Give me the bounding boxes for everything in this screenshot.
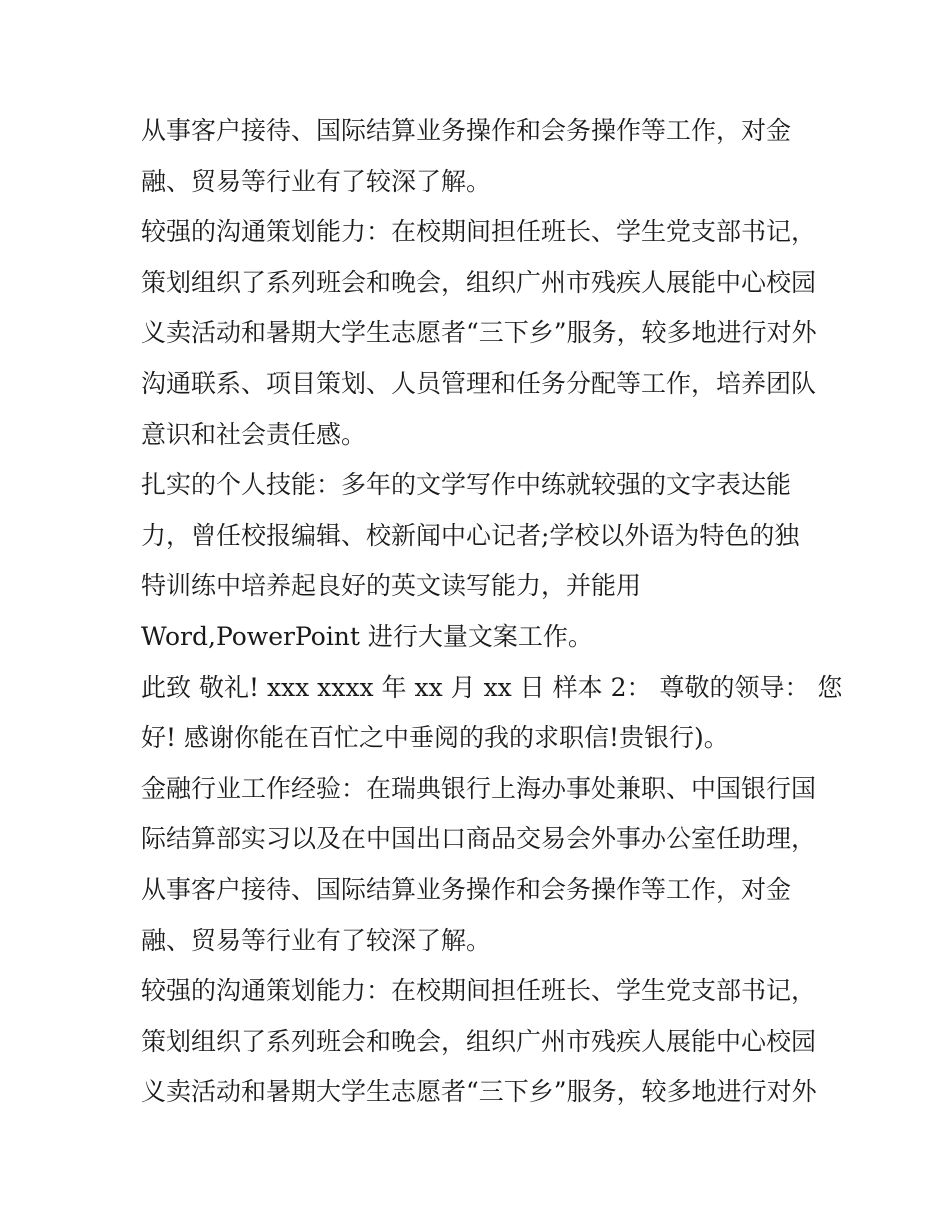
text-line: 策划组织了系列班会和晚会，组织广州市残疾人展能中心校园 [141,267,817,297]
text-line: 从事客户接待、国际结算业务操作和会务操作等工作，对金 [141,874,792,904]
text-line: 义卖活动和暑期大学生志愿者“三下乡”服务，较多地进行对外 [141,1077,817,1107]
text-line: 融、贸易等行业有了较深了解。 [141,166,492,196]
text-line: 力，曾任校报编辑、校新闻中心记者;学校以外语为特色的独 [141,520,800,550]
text-line: 从事客户接待、国际结算业务操作和会务操作等工作，对金 [141,116,792,145]
text-line: 特训练中培养起良好的英文读写能力，并能用 [141,571,642,601]
text-line: 意识和社会责任感。 [141,419,367,449]
text-line: 此致 敬礼! xxx xxxx 年 xx 月 xx 日 样本 2： 尊敬的领导： 您 [141,672,843,702]
text-line: 金融行业工作经验：在瑞典银行上海办事处兼职、中国银行国 [141,773,817,803]
text-line: 际结算部实习以及在中国出口商品交易会外事办公室任助理， [141,824,817,854]
text-line: 较强的沟通策划能力：在校期间担任班长、学生党支部书记， [141,217,817,247]
text-line: 义卖活动和暑期大学生志愿者“三下乡”服务，较多地进行对外 [141,318,817,348]
text-line: 较强的沟通策划能力：在校期间担任班长、学生党支部书记， [141,976,817,1006]
text-line: 好! 感谢你能在百忙之中垂阅的我的求职信!贵银行)。 [141,723,729,753]
document-body [141,106,843,1118]
text-line: 沟通联系、项目策划、人员管理和任务分配等工作，培养团队 [141,368,817,398]
text-line: Word,PowerPoint 进行大量文案工作。 [141,621,593,651]
text-line: 策划组织了系列班会和晚会，组织广州市残疾人展能中心校园 [141,1026,817,1056]
text-line: 融、贸易等行业有了较深了解。 [141,925,492,955]
text-line: 扎实的个人技能：多年的文学写作中练就较强的文字表达能 [141,470,792,500]
